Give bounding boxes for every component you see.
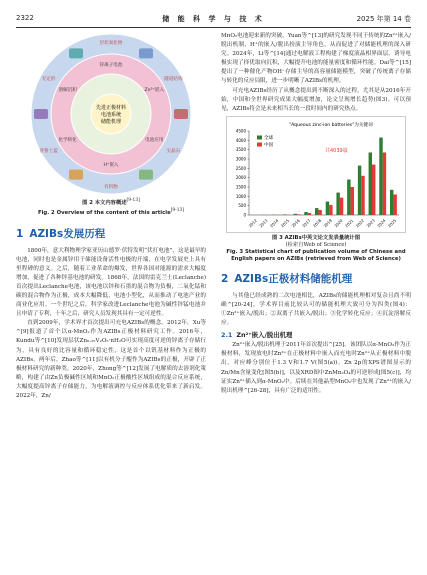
figure2-caption-cn: 图 2 本文内容概述[9-13] bbox=[82, 198, 140, 206]
outer-label-4: 普鲁士蓝 bbox=[39, 149, 58, 154]
bar-0-2023 bbox=[369, 152, 372, 215]
thumbnail-4 bbox=[34, 109, 48, 119]
page-header bbox=[16, 14, 411, 26]
outer-label-5: 无定形 bbox=[41, 77, 56, 82]
bar-0-2015 bbox=[283, 214, 286, 215]
legend-swatch-1 bbox=[257, 142, 262, 146]
x-tick-label-3: 2015 bbox=[279, 217, 291, 229]
x-tick-label-7: 2019 bbox=[322, 217, 333, 229]
y-tick-label-8: 4000 bbox=[235, 137, 246, 143]
figure2-overview-diagram bbox=[26, 32, 196, 197]
outer-label-1: 隧道结构 bbox=[164, 77, 183, 82]
bar-0-2025 bbox=[390, 190, 393, 215]
x-tick-label-11: 2023 bbox=[365, 217, 376, 229]
chart-legend bbox=[257, 134, 274, 148]
thumbnail-3 bbox=[69, 170, 83, 180]
x-tick-label-5: 2017 bbox=[301, 217, 312, 229]
chart-bars bbox=[248, 137, 398, 228]
right-column bbox=[221, 32, 411, 396]
bar-1-2016 bbox=[297, 214, 300, 215]
outer-label-3: 有机物 bbox=[104, 185, 118, 190]
subsection-2-1-heading: 2.1 Zn²⁺嵌入/脱出机理 bbox=[221, 331, 293, 340]
right-intro-paragraph-2: 可充电AZIBs经历了从概念提出到不断深入的过程，尤其是从2016年开始，中国和全世界研究成果大幅度增加，论文呈现增长趋势(图3)。可以预见，AZIBs将会是未来相当长的一段时间内的研究热点。 bbox=[221, 87, 411, 112]
subsection-2-1-paragraph: Zn²⁺嵌入/脱出机理于2011年首次提出^[25]。该团队以α-MnO₂作为正极材料，发现放电时Zn²⁺在正极材料中嵌入而充电时Zn²⁺从正极材料中脱出，对应峰分别位于1.3 V和1.7 V(图5(a))。Zn 2p的XPS谱图显示的Zn/Mn含量变化[图5(b)]，以及XRD图中ZnMn₂O₄的可逆形成[图5(c)]，均证实Zn²⁺插入到α-MnO₂中。后续在其他晶型MnO₂中也发现了Zn²⁺的嵌入/脱出机理^[26-28]，具有广泛的适用性。 bbox=[221, 342, 411, 394]
center-line-3: 储能机理 bbox=[100, 119, 122, 125]
y-tick-label-6: 3000 bbox=[235, 156, 246, 162]
right-intro-paragraph-1: MnO₂电池迎来新的突破，Yuan等^[13]的研究发现不同于传统的Zn²⁺嵌入/脱出机制，H⁺的嵌入/脱出扮演主导角色，从而促进了对储能机理的深入研究。2024年，Li等^[14]通过电解液工程构建了梯度液晶相界面层，诱导电极实现了择优取向沉积，大幅提升电池的能量密度和循环性能。Dai等^[15]提出了一种催化产物OH⁻存储主导的高容量储能模型，突破了传统离子存储与转化的反应局限，进一步明晰了AZIBs的机理。 bbox=[221, 33, 411, 85]
ring-label-3: H⁺嵌入 bbox=[103, 163, 119, 168]
bar-1-2020 bbox=[340, 197, 343, 214]
x-tick-label-12: 2024 bbox=[376, 217, 387, 229]
thumbnail-5 bbox=[69, 48, 83, 58]
x-tick-label-10: 2022 bbox=[354, 217, 366, 229]
bar-1-2024 bbox=[383, 152, 386, 215]
center-line-2: 电池系统 bbox=[100, 112, 122, 118]
x-tick-label-4: 2016 bbox=[290, 217, 301, 229]
x-tick-label-13: 2025 bbox=[386, 217, 398, 229]
legend-label-0: 全球 bbox=[264, 135, 274, 141]
x-tick-label-8: 2020 bbox=[333, 217, 344, 229]
bar-1-2018 bbox=[318, 210, 321, 215]
bar-1-2021 bbox=[351, 187, 354, 215]
bar-1-2023 bbox=[372, 164, 375, 214]
x-tick-label-0: 2012 bbox=[247, 217, 258, 229]
outer-label-2: 尖晶石 bbox=[166, 149, 181, 154]
bar-0-2019 bbox=[326, 201, 329, 214]
ring-label-0: 锌离子电池 bbox=[99, 63, 123, 68]
bar-0-2018 bbox=[315, 208, 318, 215]
figure3-caption-cn: 图 3 AZIBs中英文论文发表量统计图 bbox=[271, 234, 361, 241]
left-column bbox=[16, 32, 206, 401]
y-tick-label-4: 2000 bbox=[235, 175, 246, 181]
figure3-caption-en: Fig. 3 Statistical chart of publication volume of Chinese and English papers on AZIBs (retrieved from Web of Science) bbox=[226, 248, 406, 262]
thumbnail-0 bbox=[139, 48, 153, 58]
y-tick-label-9: 4500 bbox=[235, 128, 246, 134]
outer-label-0: 层状氧化物 bbox=[99, 41, 123, 46]
section2-intro: 与其他已经成熟的二次电池相比，AZIBs的储能机理相对复杂且尚不明确^[20-24]，学术界目前比较认可的储能机理大致可分为四类(图4)：①Zn²⁺嵌入/脱出；②双离子共嵌入/脱出；③化学转化反应；④沉淀溶解反应。 bbox=[221, 292, 411, 327]
section1-paragraph-2: 直到2009年，学术界才首次提出可充电AZIBs的概念。2012年，Xu等^[9]报道了首个以α-MnO₂作为AZIBs正极材料研究工作。2016年，Kundu等^[10]发现层状Zn₀.₂₅V₂O₅·nH₂O可实现高度可逆的锌离子存储行为，具有良好的比容量和循环稳定性，这是首个以钒基材料作为正极的AZIBs。两年后，Zhao等^[11]以有机分子醌作为AZIBs的正极，开辟了正极材料研究的新种类。2020年，Zhong等^[12]发展了电解质的去溶剂化策略，构建了由Zn负极碱性区域和MnO₂正极酸性区域组成的混合反应系统，大幅度提高锌离子存储能力，为电解液调控与反应体系优化带来了新启发。2022年，Zn/ bbox=[16, 320, 206, 400]
ring-label-5: 溶解沉积 bbox=[58, 88, 77, 93]
bar-0-2017 bbox=[304, 212, 307, 215]
x-tick-label-2: 2014 bbox=[268, 217, 280, 229]
header-rule bbox=[16, 27, 411, 28]
y-tick-label-1: 500 bbox=[238, 203, 246, 209]
ring-label-4: 化学转化 bbox=[58, 138, 77, 143]
y-tick-label-3: 1500 bbox=[235, 184, 246, 190]
y-tick-label-5: 2500 bbox=[235, 165, 246, 171]
section1-paragraph-1: 1800年，意大利物理学家亚历山德罗·伏特发明“伏打电池”，这是最早的电池，同时也是金属锌用于储能设备活性电极的开端，在电学发展史上具有里程碑的意义。之后，随着工业革命的爆发，世界各国对能源的需求大幅度增加，促进了各种锌基电池的研发。1868年，法国的雷克兰士(Leclanche)首次提出Leclanche电池，该电池以锌和石墨的混合物为负极，二氧化锰和碳的混合物作为正极，成本大幅降低，电池小型化，从而推动了电池产业的商业化应用。一个世纪之后，科学家改进Leclanche电池为碱性锌锰电池并且申请了专利，十年之后，研究人员发现其具有一定可逆性。 bbox=[16, 247, 206, 318]
section2-heading: 2 AZIBs正极材料储能机理 bbox=[221, 272, 353, 285]
bar-0-2016 bbox=[294, 214, 297, 215]
bar-1-2025 bbox=[393, 194, 396, 215]
ring-label-2: 电池应用 bbox=[145, 138, 164, 143]
figure3-caption-cn-sub: (检索自Web of Science) bbox=[285, 241, 347, 248]
y-tick-label-2: 1000 bbox=[235, 193, 246, 199]
bar-0-2021 bbox=[347, 179, 350, 214]
chart-annotation: 共4039篇 bbox=[325, 147, 348, 154]
thumbnail-2 bbox=[139, 170, 153, 180]
bar-1-2019 bbox=[329, 205, 332, 215]
page-number: 2322 bbox=[16, 14, 34, 22]
bar-0-2022 bbox=[358, 165, 361, 214]
section1-heading: 1 AZIBs发展历程 bbox=[16, 227, 106, 240]
ring-label-1: Zn²⁺嵌入 bbox=[144, 88, 165, 93]
figure3-publication-chart bbox=[226, 116, 406, 233]
y-tick-label-0: 0 bbox=[243, 212, 246, 218]
center-line-1: 先进正极材料 bbox=[95, 105, 127, 111]
journal-title: 储 能 科 学 与 技 术 bbox=[162, 14, 265, 23]
x-tick-label-1: 2013 bbox=[258, 217, 269, 229]
x-tick-label-9: 2021 bbox=[343, 217, 355, 229]
legend-swatch-0 bbox=[257, 135, 262, 139]
bar-1-2017 bbox=[308, 213, 311, 215]
y-tick-label-7: 3500 bbox=[235, 147, 246, 153]
bar-0-2020 bbox=[336, 192, 339, 214]
thumbnail-1 bbox=[174, 109, 188, 119]
bar-1-2022 bbox=[361, 176, 364, 215]
figure2-caption-en: Fig. 2 Overview of the content of this article[9-13] bbox=[37, 207, 185, 216]
issue-label: 2025 年第 14 卷 bbox=[356, 15, 411, 23]
bar-0-2024 bbox=[379, 137, 382, 214]
x-tick-label-6: 2018 bbox=[311, 217, 323, 229]
chart-title: "Aqueous zinc-ion batteries"为关键词 bbox=[289, 122, 373, 128]
legend-label-1: 中国 bbox=[264, 142, 274, 148]
